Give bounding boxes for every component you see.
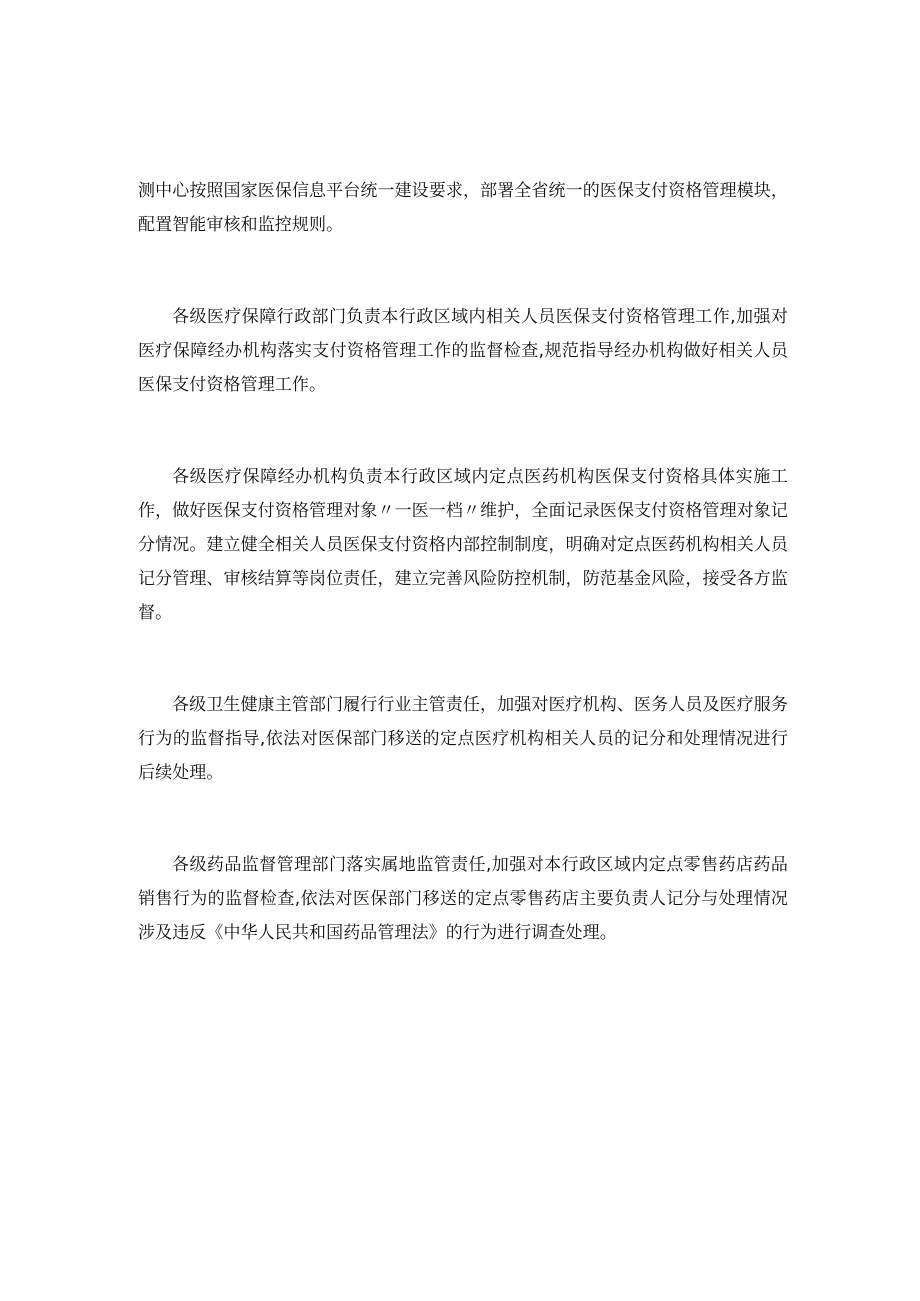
paragraph-3: 各级医疗保障经办机构负责本行政区域内定点医药机构医保支付资格具体实施工作，做好医保支付资格管理对象〃一医一档〃维护，全面记录医保支付资格管理对象记分情况。建立健全相关人员医保支付资格内部控制制度，明确对定点医药机构相关人员记分管理、审核结算等岗位责任，建立完善风险防控机制，防范基金风险，接受各方监督。 bbox=[138, 467, 788, 623]
paragraph-gap bbox=[138, 630, 788, 688]
paragraph-1: 测中心按照国家医保信息平台统一建设要求，部署全省统一的医保支付资格管理模块，配置智能审核和监控规则。 bbox=[138, 181, 788, 235]
document-body bbox=[138, 174, 788, 950]
paragraph-gap bbox=[138, 790, 788, 848]
paragraph-gap bbox=[138, 402, 788, 460]
paragraph-5: 各级药品监督管理部门落实属地监管责任,加强对本行政区域内定点零售药店药品销售行为的监督检查,依法对医保部门移送的定点零售药店主要负责人记分与处理情况涉及违反《中华人民共和国药品管理法》的行为进行调查处理。 bbox=[138, 855, 788, 943]
paragraph-gap bbox=[138, 242, 788, 300]
paragraph-4: 各级卫生健康主管部门履行行业主管责任，加强对医疗机构、医务人员及医疗服务行为的监督指导,依法对医保部门移送的定点医疗机构相关人员的记分和处理情况进行后续处理。 bbox=[138, 695, 788, 783]
paragraph-2: 各级医疗保障行政部门负责本行政区域内相关人员医保支付资格管理工作,加强对医疗保障经办机构落实支付资格管理工作的监督检查,规范指导经办机构做好相关人员医保支付资格管理工作。 bbox=[138, 307, 788, 395]
